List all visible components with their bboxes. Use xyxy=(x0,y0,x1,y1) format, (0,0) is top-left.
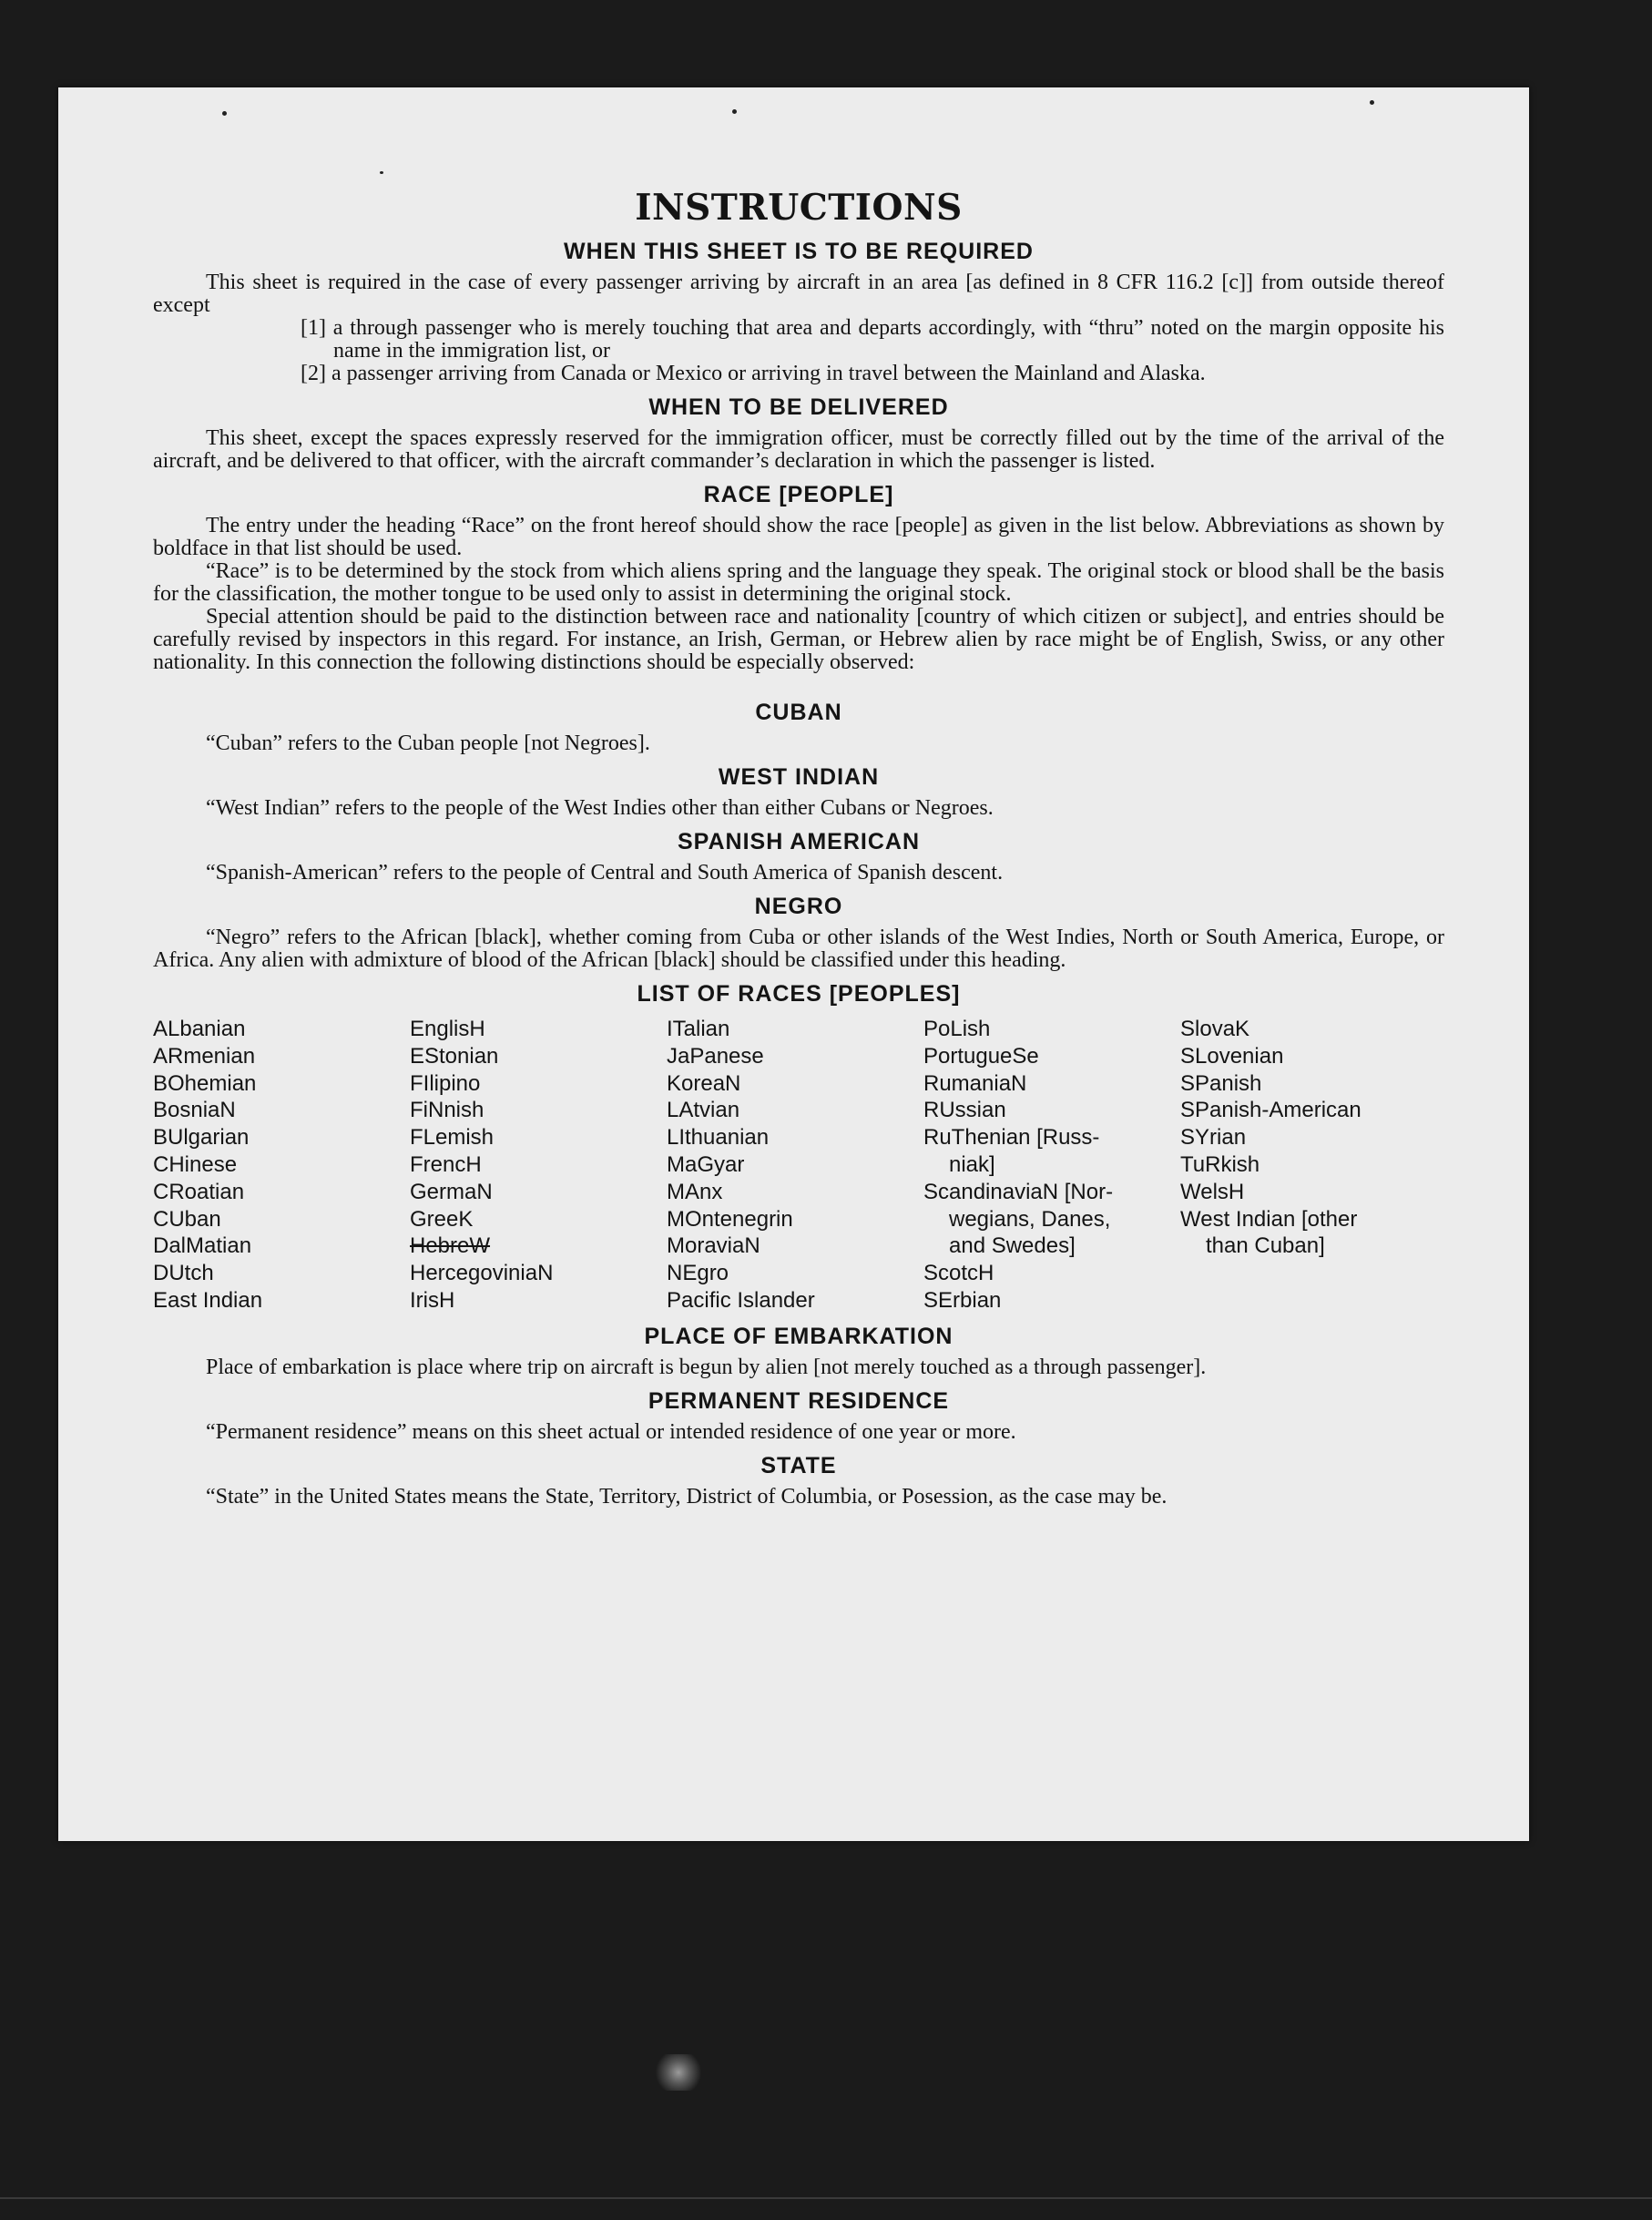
race-item: DalMatian xyxy=(153,1233,252,1259)
scan-speck xyxy=(732,109,737,114)
race-item: West Indian [other xyxy=(1180,1206,1358,1232)
races-column-5 xyxy=(1180,1016,1437,1315)
race-item-struck: HebreW xyxy=(410,1233,491,1259)
heading-west-indian: WEST INDIAN xyxy=(718,764,880,790)
west-indian-text: “West Indian” refers to the people of the West Indies other than either Cubans or Negroes. xyxy=(206,796,994,820)
heading-when-delivered: WHEN TO BE DELIVERED xyxy=(648,394,949,420)
race-item: ITalian xyxy=(667,1017,730,1041)
race-item: RUssian xyxy=(923,1098,1006,1123)
race-item: SErbian xyxy=(923,1287,1002,1313)
races-column-3 xyxy=(667,1016,923,1315)
heading-race: RACE [PEOPLE] xyxy=(703,482,894,507)
race-item: WelsH xyxy=(1180,1179,1245,1204)
race-item: FLemish xyxy=(410,1125,495,1151)
race-item: LIthuanian xyxy=(667,1125,770,1151)
race-item-continuation: wegians, Danes, xyxy=(949,1206,1111,1232)
races-column-4 xyxy=(923,1016,1180,1315)
race-item: ScandinaviaN [Nor- xyxy=(923,1179,1114,1204)
race-item: ARmenian xyxy=(153,1043,256,1069)
race-item: ScotcH xyxy=(923,1261,994,1286)
race-item: FIlipino xyxy=(410,1070,481,1096)
race-item: SLovenian xyxy=(1180,1043,1284,1069)
race-item: CHinese xyxy=(153,1151,238,1177)
when-delivered-text: This sheet, except the spaces expressly reserved for the immigration officer, must be correctly filled out by the time of the arrival of the aircraft, and be delivered to that officer, with the aircraft commander’s declaration in which the passenger is listed. xyxy=(153,426,1444,473)
race-item: MAnx xyxy=(667,1179,723,1204)
document-sheet xyxy=(58,87,1529,1841)
race-item: BosniaN xyxy=(153,1098,236,1123)
document-content xyxy=(153,186,1444,1509)
race-item: PortugueSe xyxy=(923,1043,1039,1069)
heading-embarkation: PLACE OF EMBARKATION xyxy=(644,1323,953,1349)
race-item: MaGyar xyxy=(667,1151,745,1177)
race-item-continuation: niak] xyxy=(949,1151,995,1177)
race-item: IrisH xyxy=(410,1287,455,1313)
race-item: FrencH xyxy=(410,1151,482,1177)
spacer xyxy=(153,674,1444,691)
heading-negro: NEGRO xyxy=(754,894,843,919)
film-blotch xyxy=(651,2054,706,2091)
race-item: FiNnish xyxy=(410,1098,484,1123)
race-item: DUtch xyxy=(153,1261,214,1286)
race-item: CRoatian xyxy=(153,1179,245,1204)
heading-when-required: WHEN THIS SHEET IS TO BE REQUIRED xyxy=(564,239,1034,264)
race-item: PoLish xyxy=(923,1017,991,1041)
race-item: GermaN xyxy=(410,1179,493,1204)
spanish-american-text: “Spanish-American” refers to the people of Central and South America of Spanish descent. xyxy=(206,861,1004,885)
heading-cuban: CUBAN xyxy=(755,700,842,725)
races-column-2 xyxy=(410,1016,667,1315)
race-item: SYrian xyxy=(1180,1125,1247,1151)
race-item: ALbanian xyxy=(153,1017,246,1041)
heading-state: STATE xyxy=(760,1452,837,1478)
race-item: RuThenian [Russ- xyxy=(923,1125,1100,1151)
heading-spanish-american: SPANISH AMERICAN xyxy=(677,829,920,854)
scan-speck xyxy=(222,111,227,116)
race-item-continuation: and Swedes] xyxy=(949,1233,1076,1259)
race-item: GreeK xyxy=(410,1206,474,1232)
document-title: INSTRUCTIONS xyxy=(635,187,963,229)
race-item: BOhemian xyxy=(153,1070,257,1096)
race-item: East Indian xyxy=(153,1287,263,1313)
race-item: CUban xyxy=(153,1206,221,1232)
heading-permanent-residence: PERMANENT RESIDENCE xyxy=(648,1387,950,1414)
race-item: SPanish-American xyxy=(1180,1098,1361,1123)
race-item-continuation: than Cuban] xyxy=(1206,1233,1325,1259)
race-item: BUlgarian xyxy=(153,1125,250,1151)
races-list xyxy=(153,1016,1444,1315)
race-item: Pacific Islander xyxy=(667,1287,815,1313)
race-item: HercegoviniaN xyxy=(410,1261,554,1286)
residence-text: “Permanent residence” means on this sheet actual or intended residence of one year or more. xyxy=(206,1419,1016,1444)
race-paragraph-2: “Race” is to be determined by the stock from which aliens spring and the language they speak. The original stock or blood shall be the basis for the classification, the mother tongue to be used only to assist in determining the original stock. xyxy=(153,559,1444,606)
when-required-item-2: [2] a passenger arriving from Canada or Mexico or arriving in travel between the Mainland and Alaska. xyxy=(301,362,1206,385)
embarkation-text: Place of embarkation is place where trip on aircraft is begun by alien [not merely touched as a through passenger]. xyxy=(206,1355,1207,1379)
race-item: LAtvian xyxy=(667,1098,740,1123)
race-item: EnglisH xyxy=(410,1017,485,1041)
cuban-text: “Cuban” refers to the Cuban people [not Negroes]. xyxy=(206,731,650,755)
scan-speck xyxy=(380,171,383,174)
races-column-1 xyxy=(153,1016,410,1315)
negro-text: “Negro” refers to the African [black], whether coming from Cuba or other islands of the West Indies, North or South America, Europe, or Africa. Any alien with admixture of blood of the African [black] should be classified under this heading. xyxy=(153,926,1444,972)
race-paragraph-3: Special attention should be paid to the distinction between race and nationality [country of which citizen or subject], and entries should be carefully revised by inspectors in this regard. For instance, an Irish, German, or Hebrew alien by race might be of English, Swiss, or any other nationality. In this connection the following distinctions should be especially observed: xyxy=(153,605,1444,674)
race-item: SlovaK xyxy=(1180,1017,1250,1041)
race-item: MOntenegrin xyxy=(667,1206,793,1232)
scan-speck xyxy=(1370,100,1374,105)
when-required-item-1: [1] a through passenger who is merely touching that area and departs accordingly, with “thru” noted on the margin opposite his name in the immigration list, or xyxy=(301,316,1444,363)
film-scratch xyxy=(0,2197,1652,2199)
when-required-intro: This sheet is required in the case of every passenger arriving by aircraft in an area [as defined in 8 CFR 116.2 [c]] from outside thereof except xyxy=(153,271,1444,317)
race-paragraph-1: The entry under the heading “Race” on the front hereof should show the race [people] as given in the list below. Abbreviations as shown by boldface in that list should be used. xyxy=(153,514,1444,560)
race-item: RumaniaN xyxy=(923,1070,1027,1096)
race-item: JaPanese xyxy=(667,1043,764,1069)
heading-list-of-races: LIST OF RACES [PEOPLES] xyxy=(637,981,961,1007)
race-item: EStonian xyxy=(410,1043,499,1069)
race-item: TuRkish xyxy=(1180,1151,1260,1177)
race-item: KoreaN xyxy=(667,1070,741,1096)
race-item: NEgro xyxy=(667,1261,729,1286)
state-text: “State” in the United States means the State, Territory, District of Columbia, or Posession, as the case may be. xyxy=(206,1484,1168,1509)
race-item: SPanish xyxy=(1180,1070,1262,1096)
race-item: MoraviaN xyxy=(667,1233,760,1259)
